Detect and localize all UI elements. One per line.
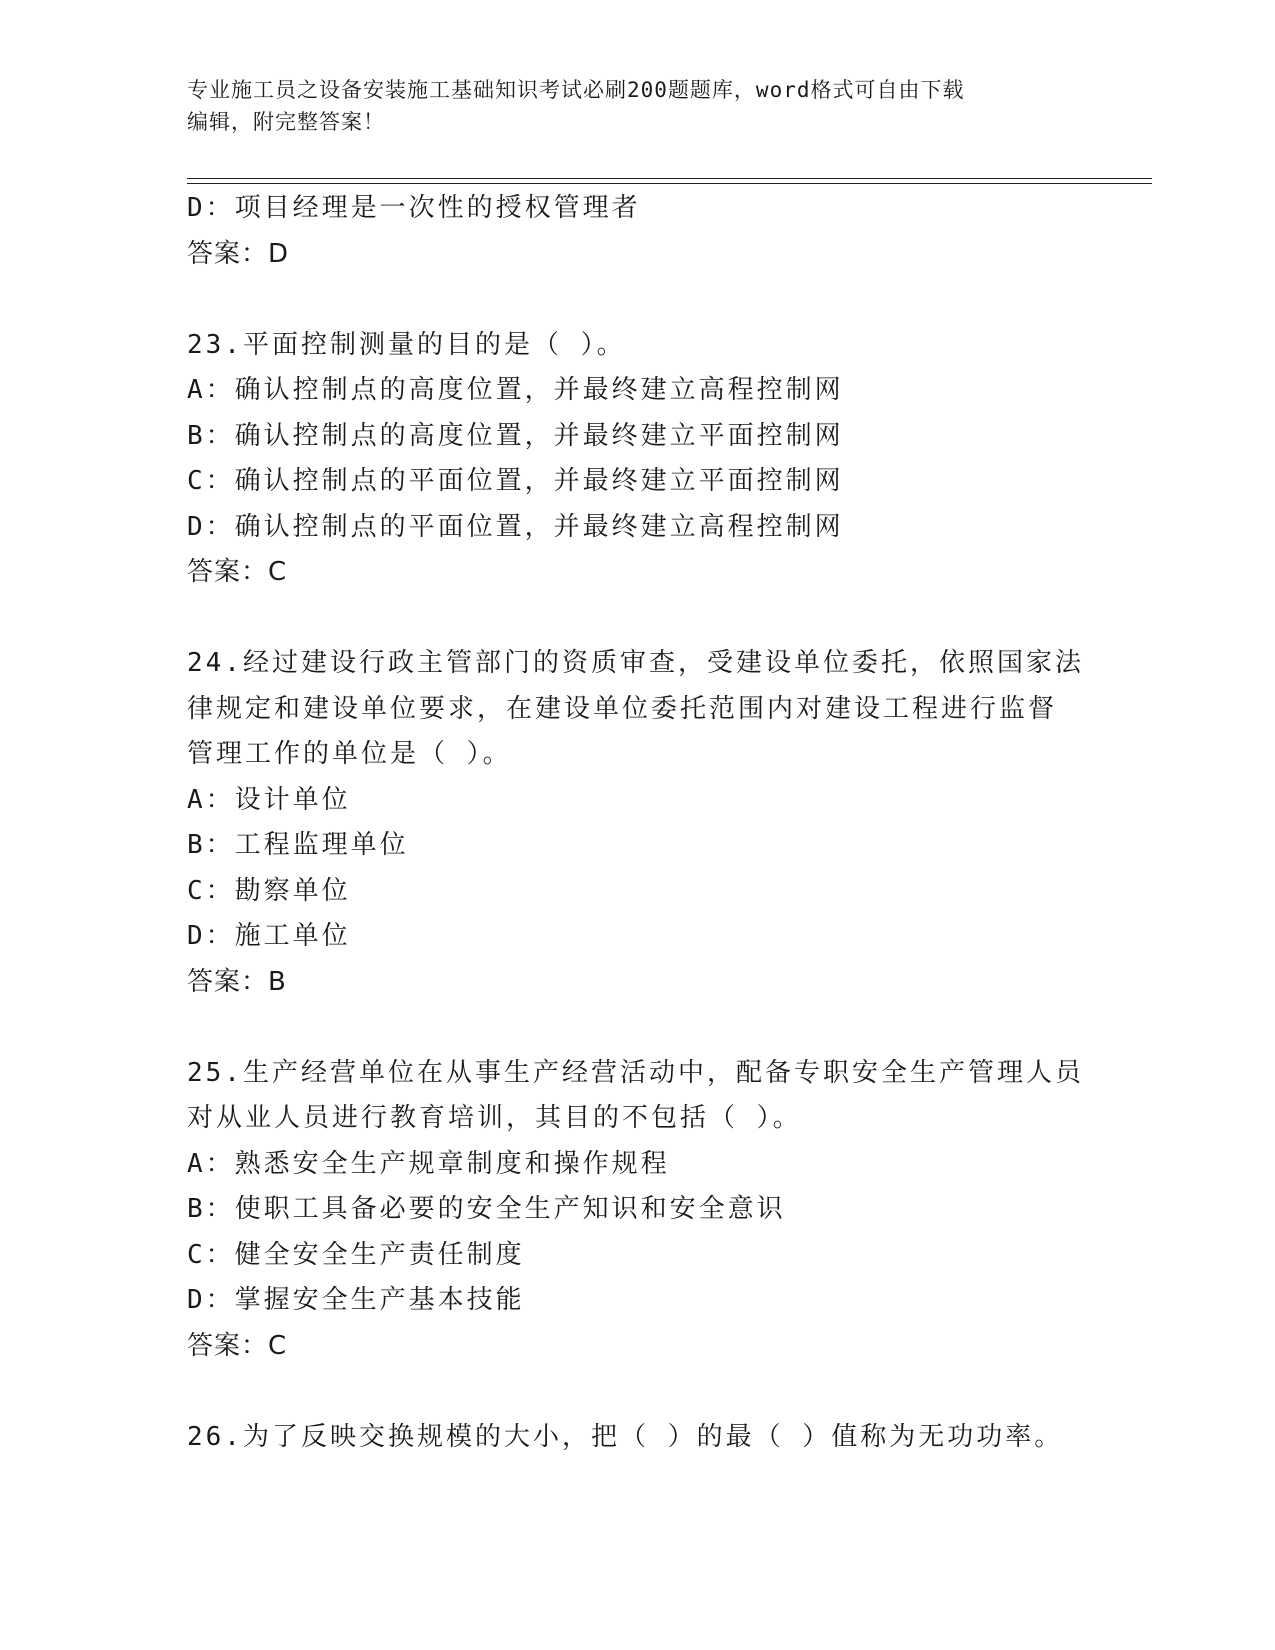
spacer [187, 1005, 1087, 1051]
option-d: D：确认控制点的平面位置，并最终建立高程控制网 [187, 511, 844, 542]
spacer [187, 277, 1087, 323]
question-22-fragment [187, 186, 1087, 277]
header-divider-top [187, 178, 1152, 179]
question-stem: 律规定和建设单位要求，在建设单位委托范围内对建设工程进行监督 [187, 693, 1058, 724]
option-b: B：工程监理单位 [187, 830, 409, 860]
option-d: D：施工单位 [187, 921, 351, 951]
option-a: A：熟悉安全生产规章制度和操作规程 [187, 1148, 670, 1179]
question-stem: 23.平面控制测量的目的是（ ）。 [187, 329, 626, 360]
question-23 [187, 323, 1087, 596]
question-24 [187, 641, 1087, 1005]
option-b: B：确认控制点的高度位置，并最终建立平面控制网 [187, 420, 844, 451]
option-d: D：掌握安全生产基本技能 [187, 1285, 525, 1315]
option-b: B：使职工具备必要的安全生产知识和安全意识 [187, 1194, 786, 1224]
question-stem: 24.经过建设行政主管部门的资质审查，受建设单位委托，依照国家法 [187, 648, 1084, 678]
answer-line: 答案：C [187, 1330, 288, 1361]
spacer [187, 596, 1087, 642]
answer-line: 答案：B [187, 966, 287, 997]
question-list [187, 186, 1087, 1460]
answer-line: 答案：C [187, 557, 288, 587]
option-c: C：确认控制点的平面位置，并最终建立平面控制网 [187, 466, 844, 496]
question-25 [187, 1051, 1087, 1370]
answer-line: 答案：D [187, 238, 290, 269]
question-stem: 25.生产经营单位在从事生产经营活动中，配备专职安全生产管理人员 [187, 1057, 1084, 1088]
option-d: D：项目经理是一次性的授权管理者 [187, 193, 641, 223]
question-stem: 管理工作的单位是（ ）。 [187, 739, 512, 769]
page-header-title: 专业施工员之设备安装施工基础知识考试必刷200题题库，word格式可自由下载 编辑，附完整答案！ [187, 78, 965, 134]
question-stem: 26.为了反映交换规模的大小，把（ ）的最（ ）值称为无功功率。 [187, 1421, 1064, 1452]
spacer [187, 1369, 1087, 1415]
question-26 [187, 1415, 1087, 1461]
question-stem: 对从业人员进行教育培训，其目的不包括（ ）。 [187, 1103, 802, 1133]
option-c: C：健全安全生产责任制度 [187, 1239, 525, 1270]
option-a: A：设计单位 [187, 784, 351, 815]
option-c: C：勘察单位 [187, 875, 351, 906]
header-divider-bottom [187, 183, 1152, 184]
option-a: A：确认控制点的高度位置，并最终建立高程控制网 [187, 375, 844, 405]
